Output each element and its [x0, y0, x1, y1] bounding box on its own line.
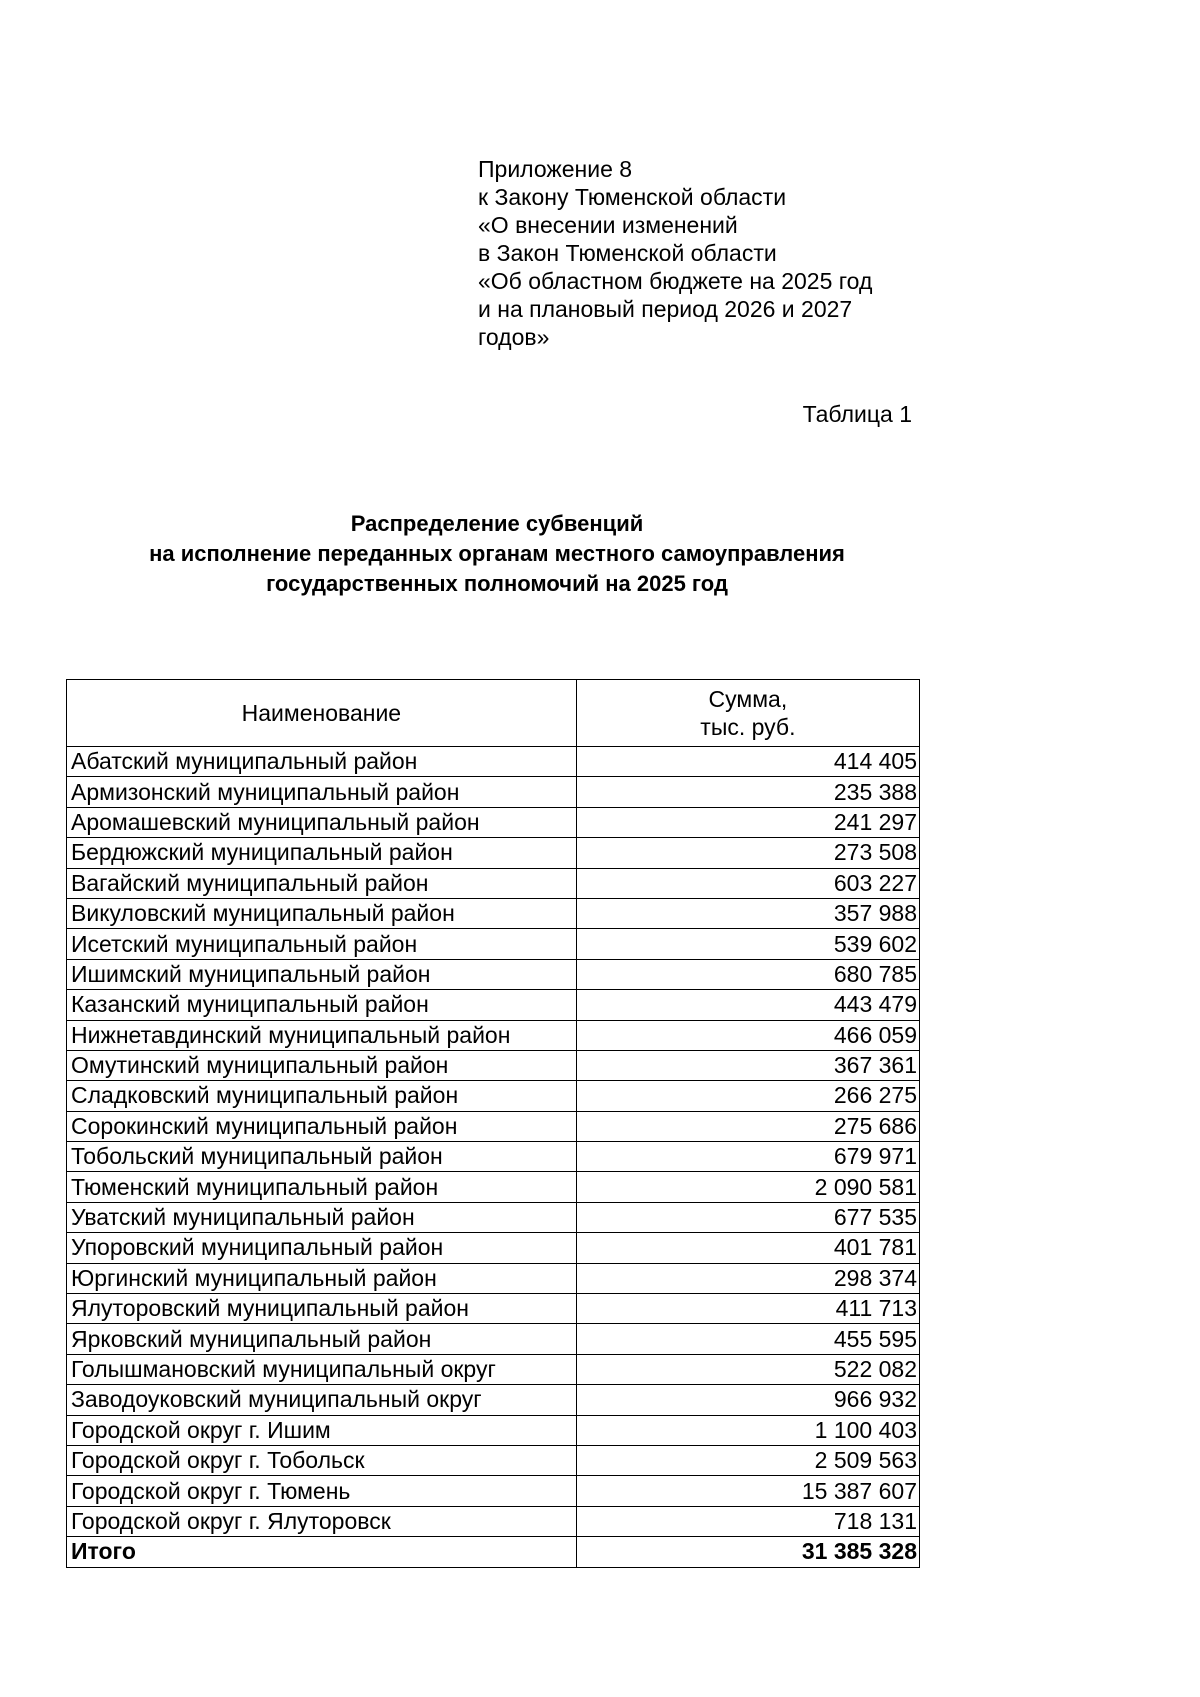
table-row [67, 1385, 920, 1415]
row-name: Сорокинский муниципальный район [67, 1111, 577, 1141]
row-sum: 522 082 [576, 1354, 919, 1384]
row-sum: 966 932 [576, 1385, 919, 1415]
table-row [67, 1506, 920, 1536]
table-row [67, 1415, 920, 1445]
subventions-table [66, 679, 920, 1568]
row-sum: 15 387 607 [576, 1476, 919, 1506]
row-sum: 357 988 [576, 898, 919, 928]
row-name: Городской округ г. Ишим [67, 1415, 577, 1445]
row-name: Упоровский муниципальный район [67, 1233, 577, 1263]
row-sum: 411 713 [576, 1294, 919, 1324]
row-name: Викуловский муниципальный район [67, 898, 577, 928]
appendix-line: к Закону Тюменской области [478, 184, 787, 210]
appendix-line: в Закон Тюменской области [478, 240, 777, 266]
title-line: Распределение субвенций [350, 511, 644, 536]
row-sum: 603 227 [576, 868, 919, 898]
row-name: Заводоуковский муниципальный округ [67, 1385, 577, 1415]
row-sum: 718 131 [576, 1506, 919, 1536]
row-sum: 273 508 [576, 838, 919, 868]
table-row [67, 1324, 920, 1354]
row-sum: 401 781 [576, 1233, 919, 1263]
row-name: Городской округ г. Тобольск [67, 1445, 577, 1475]
row-sum: 241 297 [576, 807, 919, 837]
document-title [0, 509, 994, 599]
row-sum: 680 785 [576, 959, 919, 989]
table-row [67, 1081, 920, 1111]
row-sum: 443 479 [576, 990, 919, 1020]
table-row [67, 990, 920, 1020]
row-sum: 539 602 [576, 929, 919, 959]
table-row [67, 1111, 920, 1141]
table-row [67, 959, 920, 989]
row-sum: 367 361 [576, 1050, 919, 1080]
row-name: Ялуторовский муниципальный район [67, 1294, 577, 1324]
table-row [67, 1476, 920, 1506]
table-row [67, 1233, 920, 1263]
table-row [67, 1202, 920, 1232]
title-line: государственных полномочий на 2025 год [266, 571, 728, 596]
row-name: Тюменский муниципальный район [67, 1172, 577, 1202]
row-name: Городской округ г. Тюмень [67, 1476, 577, 1506]
appendix-line: и на плановый период 2026 и 2027 [478, 296, 853, 322]
table-row [67, 868, 920, 898]
row-name: Армизонский муниципальный район [67, 777, 577, 807]
table-row [67, 1445, 920, 1475]
row-sum: 275 686 [576, 1111, 919, 1141]
row-sum: 466 059 [576, 1020, 919, 1050]
table-row [67, 1354, 920, 1384]
table-row [67, 807, 920, 837]
table-row [67, 1294, 920, 1324]
row-sum: 455 595 [576, 1324, 919, 1354]
header-sum-unit: тыс. руб. [700, 714, 796, 740]
appendix-line: «Об областном бюджете на 2025 год [478, 268, 873, 294]
table-row [67, 838, 920, 868]
total-row [67, 1537, 920, 1567]
row-name: Исетский муниципальный район [67, 929, 577, 959]
appendix-line: годов» [478, 324, 550, 350]
table-row [67, 1172, 920, 1202]
row-sum: 1 100 403 [576, 1415, 919, 1445]
row-sum: 2 509 563 [576, 1445, 919, 1475]
row-sum: 266 275 [576, 1081, 919, 1111]
row-name: Юргинский муниципальный район [67, 1263, 577, 1293]
row-name: Уватский муниципальный район [67, 1202, 577, 1232]
row-name: Омутинский муниципальный район [67, 1050, 577, 1080]
table-row [67, 777, 920, 807]
row-name: Ишимский муниципальный район [67, 959, 577, 989]
table-row [67, 747, 920, 777]
row-sum: 679 971 [576, 1142, 919, 1172]
row-name: Вагайский муниципальный район [67, 868, 577, 898]
header-name: Наименование [67, 680, 577, 747]
appendix-header [478, 155, 918, 351]
row-sum: 2 090 581 [576, 1172, 919, 1202]
total-sum: 31 385 328 [576, 1537, 919, 1567]
row-name: Казанский муниципальный район [67, 990, 577, 1020]
row-name: Ярковский муниципальный район [67, 1324, 577, 1354]
row-name: Нижнетавдинский муниципальный район [67, 1020, 577, 1050]
table-row [67, 898, 920, 928]
appendix-line: «О внесении изменений [478, 212, 738, 238]
row-name: Голышмановский муниципальный округ [67, 1354, 577, 1384]
row-sum: 414 405 [576, 747, 919, 777]
table-label: Таблица 1 [802, 401, 912, 427]
row-name: Городской округ г. Ялуторовск [67, 1506, 577, 1536]
table-row [67, 929, 920, 959]
table-row [67, 1263, 920, 1293]
table-row [67, 1050, 920, 1080]
row-name: Тобольский муниципальный район [67, 1142, 577, 1172]
header-sum [576, 680, 919, 747]
row-sum: 235 388 [576, 777, 919, 807]
table-row [67, 1020, 920, 1050]
total-label: Итого [67, 1537, 577, 1567]
row-name: Бердюжский муниципальный район [67, 838, 577, 868]
table-row [67, 1142, 920, 1172]
table-header-row [67, 680, 920, 747]
row-name: Абатский муниципальный район [67, 747, 577, 777]
title-line: на исполнение переданных органам местного самоуправления [149, 541, 845, 566]
row-sum: 298 374 [576, 1263, 919, 1293]
appendix-line: Приложение 8 [478, 156, 633, 182]
row-name: Сладковский муниципальный район [67, 1081, 577, 1111]
row-name: Аромашевский муниципальный район [67, 807, 577, 837]
table-body [67, 747, 920, 1568]
row-sum: 677 535 [576, 1202, 919, 1232]
header-sum-line: Сумма, [708, 686, 788, 712]
